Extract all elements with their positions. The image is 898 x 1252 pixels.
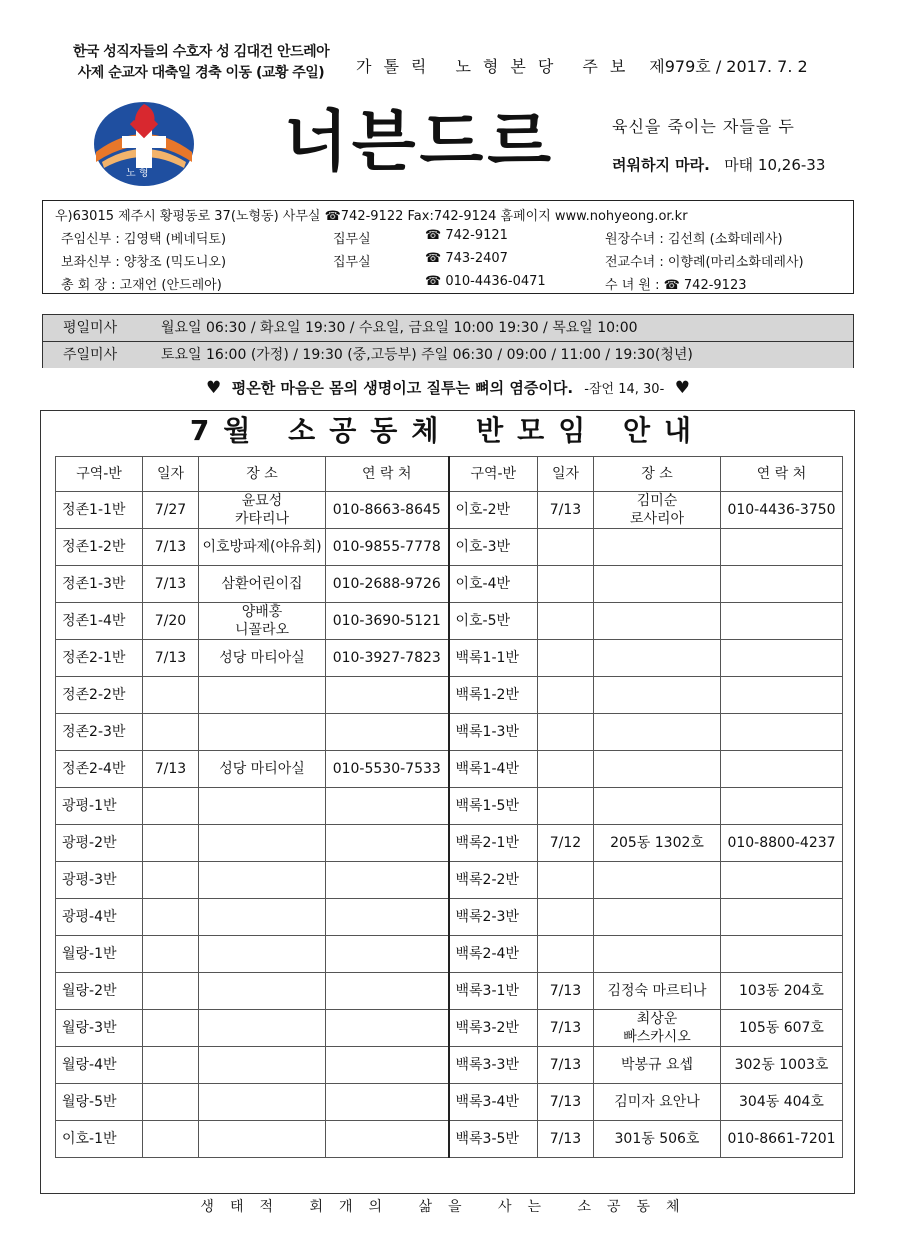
zone-cell: 정존1-4반 bbox=[56, 603, 143, 640]
contact-cell: 302동 1003호 bbox=[721, 1047, 843, 1084]
date-cell bbox=[538, 899, 594, 936]
table-row bbox=[56, 603, 843, 640]
zone-cell: 백록1-2반 bbox=[449, 677, 538, 714]
parish-logo-icon bbox=[92, 96, 196, 188]
zone-cell: 백록2-2반 bbox=[449, 862, 538, 899]
president-phone: ☎ 010-4436-0471 bbox=[425, 274, 546, 289]
contact-cell bbox=[721, 862, 843, 899]
date-cell: 7/13 bbox=[538, 1121, 594, 1158]
table-row bbox=[56, 1084, 843, 1121]
zone-cell: 이호-4반 bbox=[449, 566, 538, 603]
verse-reference: 마태 10,26-33 bbox=[724, 156, 826, 174]
date-cell bbox=[538, 640, 594, 677]
place-cell bbox=[199, 714, 326, 751]
weekday-mass-label: 평일미사 bbox=[63, 320, 118, 336]
verse-line2-text: 려워하지 마라. bbox=[612, 156, 710, 174]
contact-cell bbox=[721, 751, 843, 788]
footer-slogan: 생태적 회개의 삶을 사는 소공동체 bbox=[200, 1199, 696, 1215]
table-row bbox=[56, 566, 843, 603]
date-cell: 7/12 bbox=[538, 825, 594, 862]
contact-cell bbox=[326, 1121, 449, 1158]
contact-cell bbox=[326, 899, 449, 936]
zone-cell: 백록2-4반 bbox=[449, 936, 538, 973]
contact-cell: 010-3927-7823 bbox=[326, 640, 449, 677]
zone-cell: 정존2-3반 bbox=[56, 714, 143, 751]
feast-caption-line1: 한국 성직자들의 수호자 성 김대건 안드레아 bbox=[72, 44, 330, 60]
column-header: 일자 bbox=[143, 457, 199, 492]
contact-cell bbox=[326, 1084, 449, 1121]
column-header: 연 락 처 bbox=[721, 457, 843, 492]
column-header: 일자 bbox=[538, 457, 594, 492]
place-cell: 김미자 요안나 bbox=[594, 1084, 721, 1121]
place-cell bbox=[199, 899, 326, 936]
contact-cell: 010-5530-7533 bbox=[326, 751, 449, 788]
zone-cell: 정존2-4반 bbox=[56, 751, 143, 788]
date-cell bbox=[538, 566, 594, 603]
place-cell bbox=[199, 1010, 326, 1047]
date-cell bbox=[143, 788, 199, 825]
contact-cell bbox=[326, 677, 449, 714]
zone-cell: 백록1-3반 bbox=[449, 714, 538, 751]
missionary-info: 전교수녀 : 이향례(마리소화데레사) bbox=[605, 255, 804, 270]
zone-cell: 정존2-1반 bbox=[56, 640, 143, 677]
table-row bbox=[56, 862, 843, 899]
contact-cell bbox=[326, 714, 449, 751]
parish-info-box bbox=[42, 200, 854, 294]
place-cell bbox=[594, 788, 721, 825]
table-header-row bbox=[56, 457, 843, 492]
table-row bbox=[56, 677, 843, 714]
zone-cell: 광평-4반 bbox=[56, 899, 143, 936]
date-cell: 7/13 bbox=[538, 1010, 594, 1047]
place-cell bbox=[199, 862, 326, 899]
contact-cell bbox=[326, 788, 449, 825]
convent-info: 수 녀 원 : ☎ 742-9123 bbox=[605, 278, 747, 293]
issue-number-date: 제979호 / 2017. 7. 2 bbox=[649, 57, 808, 76]
parish-logo bbox=[92, 96, 196, 188]
contact-cell: 010-3690-5121 bbox=[326, 603, 449, 640]
place-cell bbox=[199, 936, 326, 973]
verse-line2 bbox=[612, 154, 825, 175]
zone-cell: 정존2-2반 bbox=[56, 677, 143, 714]
place-cell: 성당 마티아실 bbox=[199, 640, 326, 677]
table-row bbox=[56, 1047, 843, 1084]
place-cell bbox=[594, 566, 721, 603]
table-row bbox=[56, 1121, 843, 1158]
contact-cell: 010-8663-8645 bbox=[326, 492, 449, 529]
weekday-mass-times: 월요일 06:30 / 화요일 19:30 / 수요일, 금요일 10:00 19:30 / 목요일 10:00 bbox=[161, 320, 638, 336]
zone-cell: 월랑-2반 bbox=[56, 973, 143, 1010]
place-cell bbox=[594, 677, 721, 714]
place-cell bbox=[199, 825, 326, 862]
zone-cell: 광평-1반 bbox=[56, 788, 143, 825]
zone-cell: 월랑-3반 bbox=[56, 1010, 143, 1047]
address-line: 우)63015 제주시 황평동로 37(노형동) 사무실 ☎742-9122 Fax:742-9124 홈페이지 www.nohyeong.or.kr bbox=[55, 209, 688, 224]
zone-cell: 백록2-1반 bbox=[449, 825, 538, 862]
date-cell bbox=[538, 936, 594, 973]
contact-cell bbox=[721, 529, 843, 566]
date-cell: 7/13 bbox=[143, 529, 199, 566]
zone-cell: 정존1-1반 bbox=[56, 492, 143, 529]
table-row bbox=[56, 825, 843, 862]
date-cell bbox=[143, 1121, 199, 1158]
place-cell bbox=[594, 862, 721, 899]
column-header: 연 락 처 bbox=[326, 457, 449, 492]
date-cell bbox=[538, 677, 594, 714]
contact-cell: 010-8800-4237 bbox=[721, 825, 843, 862]
place-cell bbox=[594, 529, 721, 566]
feast-caption bbox=[40, 42, 362, 84]
place-cell: 김정숙 마르티나 bbox=[594, 973, 721, 1010]
place-cell bbox=[199, 677, 326, 714]
pastor-info: 주임신부 : 김영택 (베네딕토) bbox=[61, 232, 227, 247]
sunday-mass-label: 주일미사 bbox=[63, 347, 118, 363]
table-row bbox=[56, 899, 843, 936]
table-row bbox=[56, 751, 843, 788]
notice-title: 7월 소공동체 반모임 안내 bbox=[189, 414, 706, 447]
zone-cell: 백록3-2반 bbox=[449, 1010, 538, 1047]
date-cell bbox=[143, 899, 199, 936]
assistant-phone: ☎ 743-2407 bbox=[425, 251, 508, 266]
contact-cell: 010-4436-3750 bbox=[721, 492, 843, 529]
table-row bbox=[56, 714, 843, 751]
zone-cell: 이호-3반 bbox=[449, 529, 538, 566]
table-row bbox=[56, 936, 843, 973]
heart-icon: ♥ bbox=[674, 378, 690, 398]
zone-cell: 백록1-4반 bbox=[449, 751, 538, 788]
place-cell: 삼환어린이집 bbox=[199, 566, 326, 603]
date-cell: 7/27 bbox=[143, 492, 199, 529]
place-cell: 박봉규 요셉 bbox=[594, 1047, 721, 1084]
column-header: 구역-반 bbox=[449, 457, 538, 492]
date-cell bbox=[538, 788, 594, 825]
zone-cell: 월랑-4반 bbox=[56, 1047, 143, 1084]
proverb-line bbox=[42, 377, 854, 398]
date-cell bbox=[143, 1084, 199, 1121]
contact-cell bbox=[721, 714, 843, 751]
weekday-mass-row bbox=[43, 315, 853, 342]
place-cell bbox=[594, 714, 721, 751]
superior-info: 원장수녀 : 김선희 (소화데레사) bbox=[605, 232, 783, 247]
zone-cell: 이호-5반 bbox=[449, 603, 538, 640]
date-cell bbox=[538, 751, 594, 788]
place-cell bbox=[199, 788, 326, 825]
place-cell: 양배홍 니꼴라오 bbox=[199, 603, 326, 640]
date-cell: 7/20 bbox=[143, 603, 199, 640]
date-cell bbox=[143, 714, 199, 751]
proverb-text: 평온한 마음은 몸의 생명이고 질투는 뼈의 염증이다. bbox=[231, 379, 574, 397]
heart-icon: ♥ bbox=[206, 378, 222, 398]
date-cell bbox=[143, 677, 199, 714]
column-header: 구역-반 bbox=[56, 457, 143, 492]
contact-cell: 105동 607호 bbox=[721, 1010, 843, 1047]
table-body bbox=[56, 492, 843, 1158]
place-cell bbox=[594, 936, 721, 973]
contact-cell bbox=[721, 677, 843, 714]
table-row bbox=[56, 492, 843, 529]
feast-caption-line2: 사제 순교자 대축일 경축 이동 (교황 주일) bbox=[77, 65, 325, 81]
date-cell bbox=[538, 862, 594, 899]
assistant-info: 보좌신부 : 양창조 (믹도니오) bbox=[61, 255, 227, 270]
contact-cell bbox=[721, 603, 843, 640]
place-cell: 이호방파제(야유회) bbox=[199, 529, 326, 566]
president-info: 총 회 장 : 고재언 (안드레아) bbox=[61, 278, 222, 293]
zone-cell: 월랑-5반 bbox=[56, 1084, 143, 1121]
zone-cell: 월랑-1반 bbox=[56, 936, 143, 973]
date-cell bbox=[143, 973, 199, 1010]
column-header: 장 소 bbox=[199, 457, 326, 492]
date-cell bbox=[143, 1047, 199, 1084]
date-cell: 7/13 bbox=[538, 492, 594, 529]
date-cell bbox=[143, 1010, 199, 1047]
zone-cell: 이호-2반 bbox=[449, 492, 538, 529]
place-cell: 성당 마티아실 bbox=[199, 751, 326, 788]
place-cell bbox=[594, 751, 721, 788]
contact-cell bbox=[721, 640, 843, 677]
place-cell bbox=[199, 973, 326, 1010]
table-row bbox=[56, 640, 843, 677]
zone-cell: 정존1-3반 bbox=[56, 566, 143, 603]
contact-cell bbox=[721, 899, 843, 936]
date-cell: 7/13 bbox=[538, 973, 594, 1010]
table-row bbox=[56, 1010, 843, 1047]
bulletin-masthead bbox=[356, 54, 856, 77]
contact-cell bbox=[721, 566, 843, 603]
assistant-office-label: 집무실 bbox=[333, 255, 371, 270]
place-cell bbox=[594, 603, 721, 640]
place-cell: 최상운 빠스카시오 bbox=[594, 1010, 721, 1047]
date-cell: 7/13 bbox=[143, 640, 199, 677]
place-cell bbox=[199, 1047, 326, 1084]
contact-cell bbox=[326, 1010, 449, 1047]
pastor-phone: ☎ 742-9121 bbox=[425, 228, 508, 243]
mass-schedule bbox=[42, 314, 854, 368]
date-cell: 7/13 bbox=[143, 566, 199, 603]
place-cell: 205동 1302호 bbox=[594, 825, 721, 862]
contact-cell: 103동 204호 bbox=[721, 973, 843, 1010]
contact-cell bbox=[326, 936, 449, 973]
zone-cell: 백록1-1반 bbox=[449, 640, 538, 677]
zone-cell: 광평-2반 bbox=[56, 825, 143, 862]
contact-cell: 010-8661-7201 bbox=[721, 1121, 843, 1158]
zone-cell: 백록2-3반 bbox=[449, 899, 538, 936]
contact-cell: 010-9855-7778 bbox=[326, 529, 449, 566]
place-cell bbox=[199, 1084, 326, 1121]
pastor-office-label: 집무실 bbox=[333, 232, 371, 247]
date-cell bbox=[538, 603, 594, 640]
place-cell: 301동 506호 bbox=[594, 1121, 721, 1158]
zone-cell: 백록3-3반 bbox=[449, 1047, 538, 1084]
place-cell: 김미순 로사리아 bbox=[594, 492, 721, 529]
date-cell bbox=[143, 825, 199, 862]
sunday-mass-row bbox=[43, 342, 853, 368]
date-cell bbox=[143, 936, 199, 973]
table-row bbox=[56, 788, 843, 825]
small-community-notice bbox=[40, 410, 855, 1194]
zone-cell: 백록3-4반 bbox=[449, 1084, 538, 1121]
zone-cell: 백록3-5반 bbox=[449, 1121, 538, 1158]
place-cell bbox=[594, 640, 721, 677]
logo-text: 노 형 bbox=[126, 168, 149, 179]
zone-cell: 광평-3반 bbox=[56, 862, 143, 899]
contact-cell bbox=[721, 936, 843, 973]
zone-cell: 백록1-5반 bbox=[449, 788, 538, 825]
date-cell bbox=[143, 862, 199, 899]
sunday-mass-times: 토요일 16:00 (가정) / 19:30 (중,고등부) 주일 06:30 / 09:00 / 11:00 / 19:30(청년) bbox=[161, 347, 693, 363]
zone-cell: 이호-1반 bbox=[56, 1121, 143, 1158]
parish-paper-name: 가톨릭 노형본당 주보 bbox=[356, 57, 638, 76]
table-row bbox=[56, 529, 843, 566]
place-cell bbox=[594, 899, 721, 936]
date-cell: 7/13 bbox=[538, 1047, 594, 1084]
place-cell: 윤묘성 카타리나 bbox=[199, 492, 326, 529]
proverb-reference: -잠언 14, 30- bbox=[584, 382, 665, 397]
contact-cell bbox=[326, 862, 449, 899]
verse-line1: 육신을 죽이는 자들을 두 bbox=[612, 117, 795, 136]
contact-cell: 304동 404호 bbox=[721, 1084, 843, 1121]
contact-cell bbox=[326, 825, 449, 862]
contact-cell bbox=[721, 788, 843, 825]
zone-cell: 정존1-2반 bbox=[56, 529, 143, 566]
contact-cell bbox=[326, 973, 449, 1010]
place-cell bbox=[199, 1121, 326, 1158]
meeting-table bbox=[55, 456, 843, 1158]
date-cell bbox=[538, 529, 594, 566]
column-header: 장 소 bbox=[594, 457, 721, 492]
date-cell: 7/13 bbox=[143, 751, 199, 788]
contact-cell: 010-2688-9726 bbox=[326, 566, 449, 603]
zone-cell: 백록3-1반 bbox=[449, 973, 538, 1010]
table-row bbox=[56, 973, 843, 1010]
contact-cell bbox=[326, 1047, 449, 1084]
date-cell bbox=[538, 714, 594, 751]
bulletin-title: 너븐드르 bbox=[284, 103, 556, 180]
date-cell: 7/13 bbox=[538, 1084, 594, 1121]
